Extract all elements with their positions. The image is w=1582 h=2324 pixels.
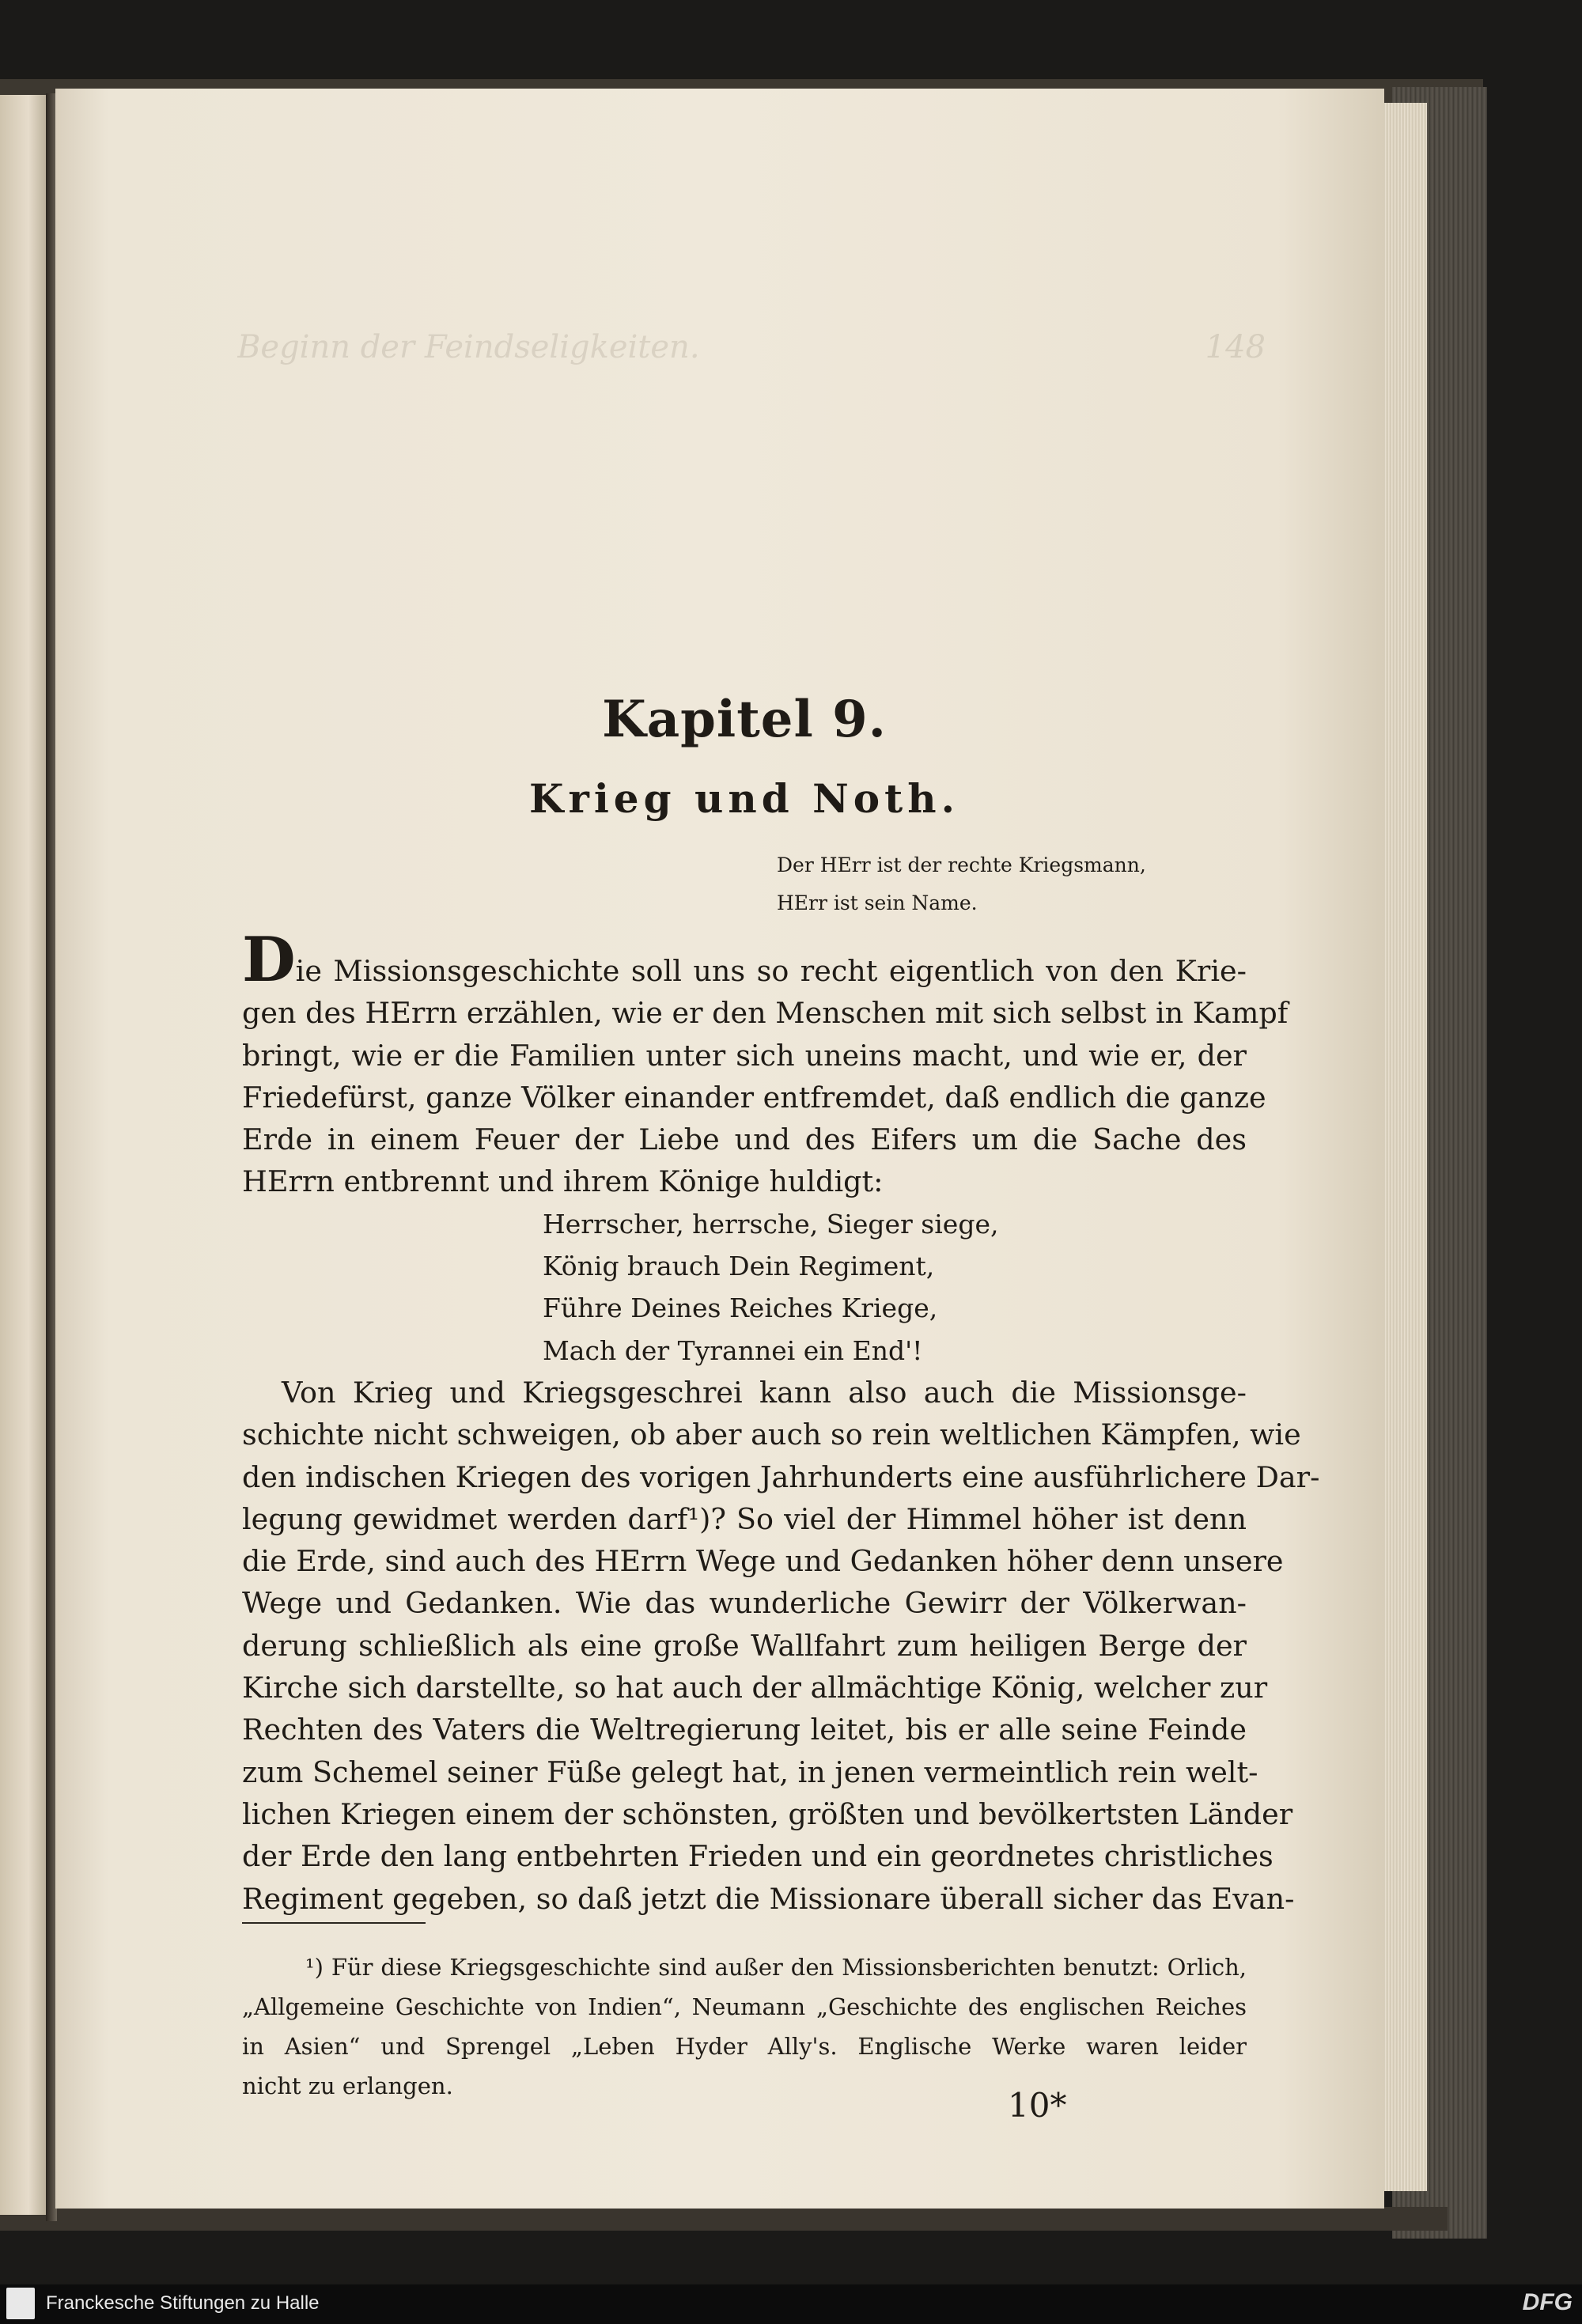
facing-page-edge: [0, 95, 47, 2215]
body-line: Erde in einem Feuer der Liebe und des Eifers um die Sache des: [242, 1122, 1247, 1157]
body-line: bringt, wie er die Familien unter sich uneins macht, und wie er, der: [242, 1038, 1247, 1073]
body-line: legung gewidmet werden darf¹)? So viel der Himmel höher ist denn: [242, 1501, 1247, 1536]
body-line: Die Missionsgeschichte soll uns so recht eigentlich von den Krie-: [242, 924, 1247, 996]
body-line: Kirche sich darstellte, so hat auch der allmächtige König, welcher zur: [242, 1671, 1268, 1705]
footnote-line: „Allgemeine Geschichte von Indien“, Neumann „Geschichte des englischen Reiches: [242, 1993, 1247, 2020]
body-line: gen des HErrn erzählen, wie er den Menschen mit sich selbst in Kampf: [242, 996, 1289, 1031]
verse-line: Mach der Tyrannei ein End'!: [543, 1334, 923, 1366]
footnote-line: ¹) Für diese Kriegsgeschichte sind außer den Missionsberichten benutzt: Orlich,: [305, 1954, 1247, 1981]
body-text: [242, 924, 1320, 1920]
body-line: den indischen Kriegen des vorigen Jahrhunderts eine ausführlichere Dar-: [242, 1459, 1320, 1494]
body-line: Wege und Gedanken. Wie das wunderliche Gewirr der Völkerwan-: [242, 1586, 1247, 1621]
chapter-title: Kapitel 9.: [602, 690, 887, 749]
footer-institution: Franckesche Stiftungen zu Halle: [46, 2292, 320, 2314]
verse-line: König brauch Dein Regiment,: [543, 1251, 935, 1282]
motto-line: HErr ist sein Name.: [777, 891, 978, 914]
page-edges: [1383, 103, 1427, 2191]
chapter-subtitle: Krieg und Noth.: [529, 775, 959, 822]
drop-cap: D: [242, 924, 296, 996]
body-line: zum Schemel seiner Füße gelegt hat, in jenen vermeintlich rein welt-: [242, 1754, 1258, 1789]
verse-line: Herrscher, herrsche, Sieger siege,: [543, 1208, 999, 1240]
body-line: die Erde, sind auch des HErrn Wege und Gedanken höher denn unsere: [242, 1544, 1284, 1579]
motto: [777, 846, 1146, 922]
body-line: Friedefürst, ganze Völker einander entfremdet, daß endlich die ganze: [242, 1080, 1266, 1115]
body-line: HErrn entbrennt und ihrem Könige huldigt:: [242, 1164, 884, 1199]
footnote: [242, 1947, 1247, 2106]
footnote-rule: [242, 1922, 426, 1924]
body-line: Von Krieg und Kriegsgeschrei kann also auch die Missionsge-: [282, 1375, 1247, 1410]
institution-logo-icon: [6, 2288, 35, 2319]
book-cover-bottom: [0, 2207, 1448, 2231]
body-line: lichen Kriegen einem der schönsten, größten und bevölkertsten Länder: [242, 1796, 1293, 1831]
verse-line: Führe Deines Reiches Kriege,: [543, 1293, 938, 1324]
bleed-through-page-number: 148: [1205, 329, 1266, 365]
footer-brand: DFG: [1522, 2289, 1573, 2315]
body-line: Regiment gegeben, so daß jetzt die Missionare überall sicher das Evan-: [242, 1881, 1295, 1916]
bleed-through-header: Beginn der Feindseligkeiten.: [237, 329, 700, 365]
body-line: der Erde den lang entbehrten Frieden und ein geordnetes christliches: [242, 1839, 1274, 1874]
book-page: [55, 89, 1384, 2209]
footnote-line: in Asien“ und Sprengel „Leben Hyder Ally's. Englische Werke waren leider: [242, 2033, 1247, 2060]
body-line: Rechten des Vaters die Weltregierung leitet, bis er alle seine Feinde: [242, 1713, 1247, 1747]
motto-line: Der HErr ist der rechte Kriegsmann,: [777, 854, 1146, 876]
signature-mark: 10*: [1008, 2086, 1067, 2125]
body-line: schichte nicht schweigen, ob aber auch so rein weltlichen Kämpfen, wie: [242, 1417, 1301, 1452]
body-line: derung schließlich als eine große Wallfahrt zum heiligen Berge der: [242, 1628, 1247, 1663]
footnote-line: nicht zu erlangen.: [242, 2072, 453, 2099]
